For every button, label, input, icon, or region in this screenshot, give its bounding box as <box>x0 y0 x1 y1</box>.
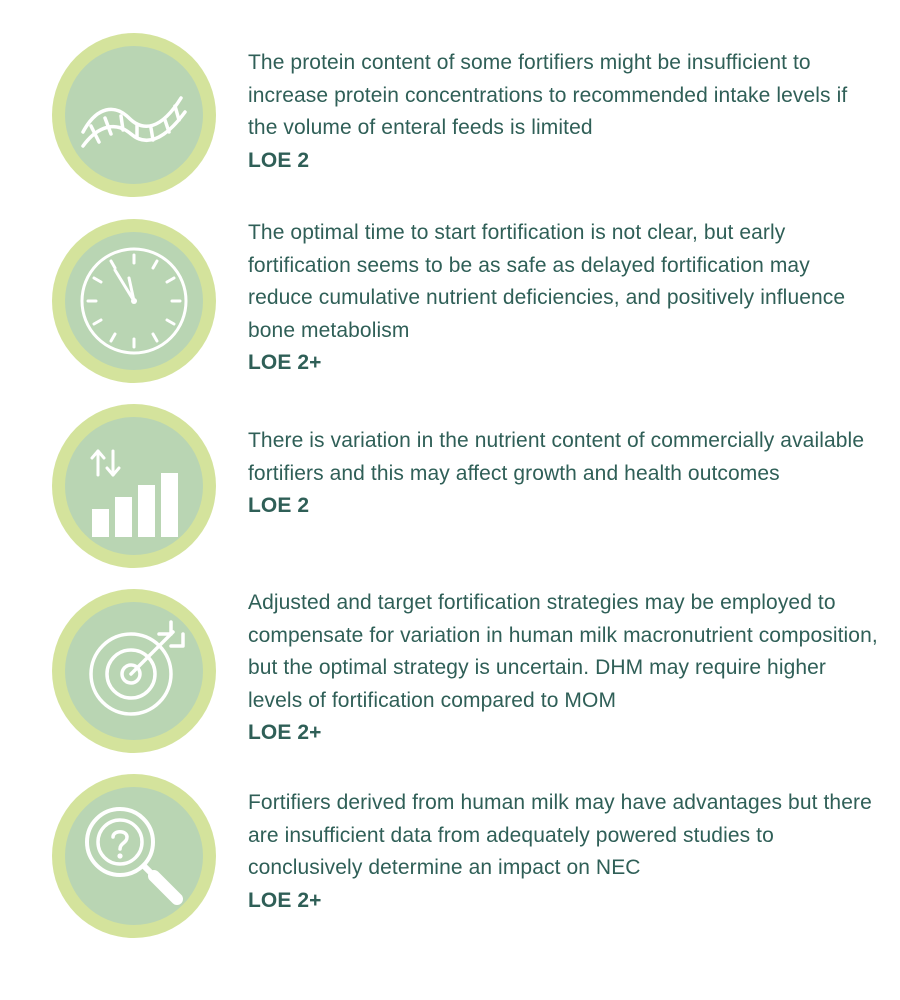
statement-badge <box>52 219 216 383</box>
statement-badge <box>52 774 216 938</box>
statement-text: The protein content of some fortifiers might be insufficient to increase protein concentrations to recommended intake levels if the volume of enteral feeds is limited <box>248 51 848 139</box>
statement-badge <box>52 589 216 753</box>
statement-text: The optimal time to start fortification is not clear, but early fortification seems to be as safe as delayed fortification may reduce cumulative nutrient deficiencies, and positively influence bone metabolism <box>248 221 846 342</box>
statement-badge <box>52 33 216 197</box>
magnifier-question-icon <box>65 787 203 925</box>
statement-text: Adjusted and target fortification strategies may be employed to compensate for variation in human milk macronutrient composition, but the optimal strategy is uncertain. DHM may require higher levels of fortification compared to MOM <box>248 591 878 712</box>
loe-label: LOE 2+ <box>248 888 322 912</box>
loe-label: LOE 2+ <box>248 351 322 374</box>
dna-icon <box>65 46 203 184</box>
bar-chart-arrows-icon <box>65 417 203 555</box>
loe-label: LOE 2 <box>248 148 310 172</box>
statement-text: Fortifiers derived from human milk may have advantages but there are insufficient data from adequately powered studies to conclusively determine an impact on NEC <box>248 791 872 879</box>
target-arrow-icon <box>65 602 203 740</box>
loe-label: LOE 2+ <box>248 721 322 744</box>
statement-text: There is variation in the nutrient content of commercially available fortifiers and this may affect growth and health outcomes <box>248 429 865 485</box>
loe-label: LOE 2 <box>248 494 310 517</box>
clock-icon <box>65 232 203 370</box>
statement-badge <box>52 404 216 568</box>
